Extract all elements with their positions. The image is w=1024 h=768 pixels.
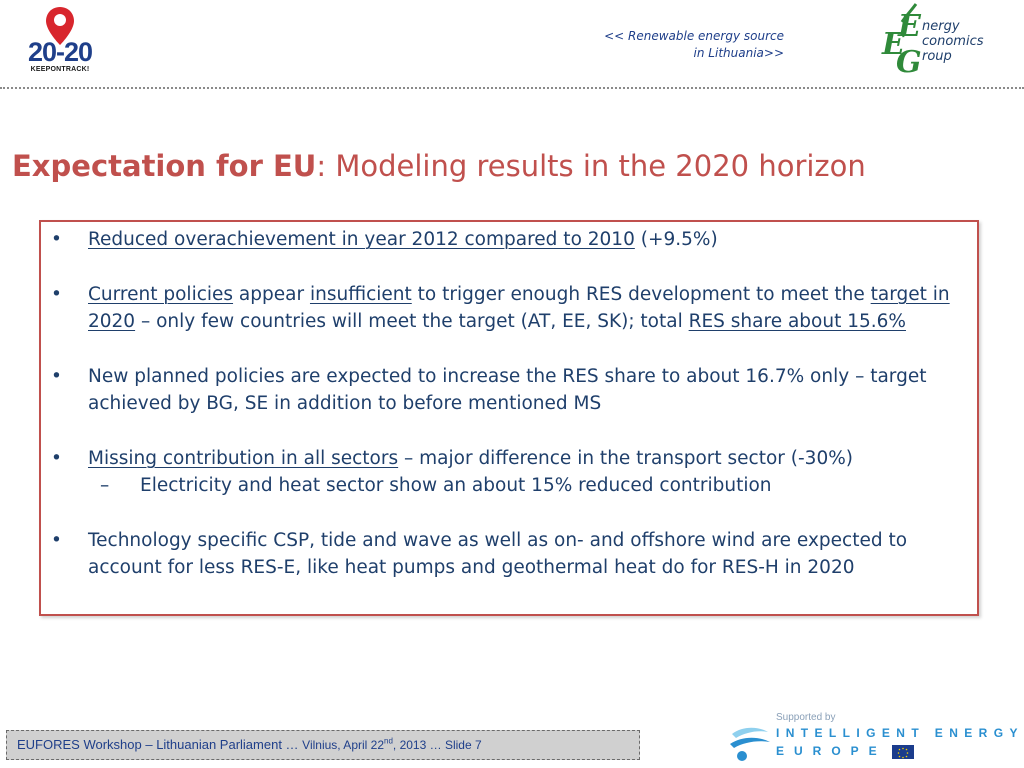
eeg-word-economics: conomics	[922, 34, 984, 49]
bullet-item	[45, 445, 975, 500]
sub-bullet-marker: –	[100, 475, 110, 496]
eu-flag-icon	[892, 745, 914, 759]
bullet-text: – major difference in the transport sector (-30%)	[398, 447, 854, 469]
svg-text:E: E	[882, 27, 905, 62]
bullet-marker: •	[51, 283, 62, 305]
header-tagline-line2: in Lithuania>>	[693, 46, 784, 60]
logo-energy-economics-group	[880, 2, 1010, 74]
bullet-underlined-text: insufficient	[309, 283, 412, 305]
logo-2020-keepontrack	[22, 6, 98, 74]
bullet-underlined-text: target in 2020	[88, 283, 950, 332]
eeg-words	[922, 19, 984, 64]
footer-bar	[6, 730, 640, 760]
bullet-text: – only few countries will meet the target (AT, EE, SK); total	[135, 311, 689, 332]
svg-text:G: G	[896, 45, 922, 74]
header-divider	[0, 87, 1024, 89]
bullet-marker: •	[51, 529, 62, 551]
bullet-underlined-text: RES share about 15.6%	[688, 311, 906, 332]
bullet-underlined-text: Missing contribution in all sectors	[88, 447, 399, 469]
logo-intelligent-energy-europe	[728, 712, 1024, 766]
footer-place: Vilnius, April 22	[302, 738, 384, 752]
bullet-marker: •	[51, 365, 62, 387]
sponsor-supported-by: Supported by	[776, 712, 836, 723]
bullet-list	[45, 226, 975, 582]
bullet-item	[45, 363, 975, 418]
bullet-text: to trigger enough RES development to meet the	[411, 283, 871, 305]
iee-swirl-icon	[728, 720, 772, 764]
slide-title-bold: Expectation for EU	[12, 149, 317, 183]
bullet-text: Technology specific CSP, tide and wave as well as on- and offshore wind are expected to account for less RES-E, like heat pumps and geothermal heat do for RES-H in 2020	[88, 529, 908, 578]
header-tagline-line1: << Renewable energy source	[604, 29, 784, 43]
eeg-word-group: roup	[922, 49, 952, 64]
logo-2020-tagline: KEEPONTRACK!	[30, 66, 90, 73]
bullet-item	[45, 281, 975, 336]
bullet-underlined-text: Reduced overachievement in year 2012 compared to 2010	[88, 229, 635, 250]
footer-year-slide: , 2013 … Slide 7	[392, 738, 482, 752]
bullet-underlined-text: Current policies	[88, 283, 234, 305]
slide-title-rest: : Modeling results in the 2020 horizon	[316, 149, 866, 183]
sub-bullet-text: Electricity and heat sector show an about 15% reduced contribution	[140, 475, 772, 496]
logo-2020-number: 20-20	[27, 37, 93, 67]
bullet-item	[45, 527, 975, 582]
sponsor-line1: INTELLIGENT ENERGY	[776, 726, 1024, 740]
bullet-item	[45, 226, 975, 254]
bullet-marker: •	[51, 447, 62, 469]
sponsor-line2: EUROPE	[776, 744, 887, 758]
eeg-word-energy: nergy	[922, 19, 960, 34]
svg-text:E: E	[898, 9, 921, 44]
slide-title	[12, 146, 866, 186]
sub-bullet-item	[88, 472, 975, 500]
header-tagline	[604, 28, 784, 62]
footer-event: EUFORES Workshop – Lithuanian Parliament …	[17, 737, 303, 752]
bullet-marker: •	[51, 229, 62, 250]
bullet-text: appear	[233, 283, 310, 305]
eeg-letters-icon	[880, 2, 928, 74]
bullet-text: (+9.5%)	[634, 229, 718, 250]
bullet-text: New planned policies are expected to increase the RES share to about 16.7% only – target achieved by BG, SE in addition to before mentioned MS	[88, 365, 927, 414]
footer-ordinal: nd	[384, 736, 393, 746]
